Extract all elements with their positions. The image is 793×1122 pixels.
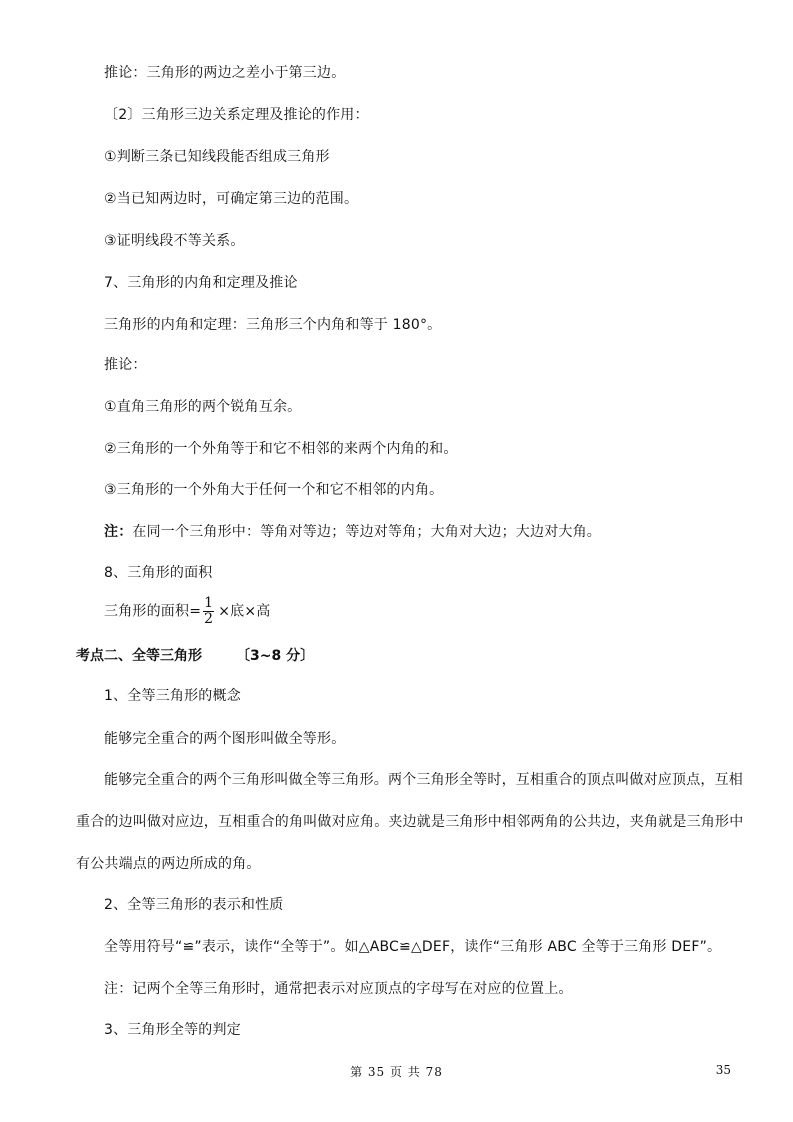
heading-area: 8、三角形的面积 (104, 565, 213, 581)
paragraph-line-3: 有公共端点的两边所成的角。 (76, 856, 261, 872)
area-formula-suffix: ×底×高 (218, 603, 271, 620)
usage-item-2: ②当已知两边时，可确定第三边的范围。 (104, 191, 359, 207)
section-title: 考点二、全等三角形 (76, 648, 202, 664)
footer-page-info: 第 35 页 共 78 (350, 1065, 443, 1079)
usage-item-3: ③证明线段不等关系。 (104, 233, 245, 249)
corollary-label: 推论： (104, 357, 147, 373)
heading-notation: 2、全等三角形的表示和性质 (104, 897, 284, 913)
paragraph-line-2: 重合的边叫做对应边，互相重合的角叫做对应角。夹边就是三角形中相邻两角的公共边，夹角就是三角形中 (76, 814, 744, 830)
corollary-3: ③三角形的一个外角大于任何一个和它不相邻的内角。 (104, 482, 444, 498)
note-text: 在同一个三角形中：等角对等边；等边对等角；大角对大边；大边对大角。 (132, 524, 602, 540)
fraction-numerator: 1 (204, 595, 214, 611)
heading-congruent-concept: 1、全等三角形的概念 (104, 688, 241, 704)
note-line (104, 523, 601, 541)
section-score: 〔3~8 分〕 (236, 648, 315, 664)
footer-page-number: 35 (715, 1063, 731, 1077)
congruent-figure-definition: 能够完全重合的两个图形叫做全等形。 (104, 731, 346, 747)
notation-note: 注：记两个全等三角形时，通常把表示对应顶点的字母写在对应的位置上。 (104, 981, 573, 997)
section-heading (76, 647, 314, 665)
corollary-1: ①直角三角形的两个锐角互余。 (104, 399, 302, 415)
inference-line: 推论：三角形的两边之差小于第三边。 (104, 65, 346, 81)
fraction-one-half (203, 596, 214, 627)
heading-criteria: 3、三角形全等的判定 (104, 1022, 241, 1038)
notation-line: 全等用符号“≌”表示，读作“全等于”。如△ABC≌△DEF，读作“三角形 ABC 全等于三角形 DEF”。 (104, 939, 722, 955)
note-label: 注： (104, 524, 133, 540)
fraction-denominator: 2 (204, 611, 214, 627)
heading-angle-sum: 7、三角形的内角和定理及推论 (104, 275, 298, 291)
theorem-usage-heading: 〔2〕三角形三边关系定理及推论的作用： (104, 107, 369, 123)
paragraph-line-1: 能够完全重合的两个三角形叫做全等三角形。两个三角形全等时，互相重合的顶点叫做对应顶点，互相 (104, 772, 743, 788)
corollary-2: ②三角形的一个外角等于和它不相邻的来两个内角的和。 (104, 441, 458, 457)
area-formula (104, 596, 271, 627)
angle-sum-theorem: 三角形的内角和定理：三角形三个内角和等于 180°。 (104, 317, 442, 333)
usage-item-1: ①判断三条已知线段能否组成三角形 (104, 149, 330, 165)
area-formula-prefix: 三角形的面积= (104, 603, 202, 620)
